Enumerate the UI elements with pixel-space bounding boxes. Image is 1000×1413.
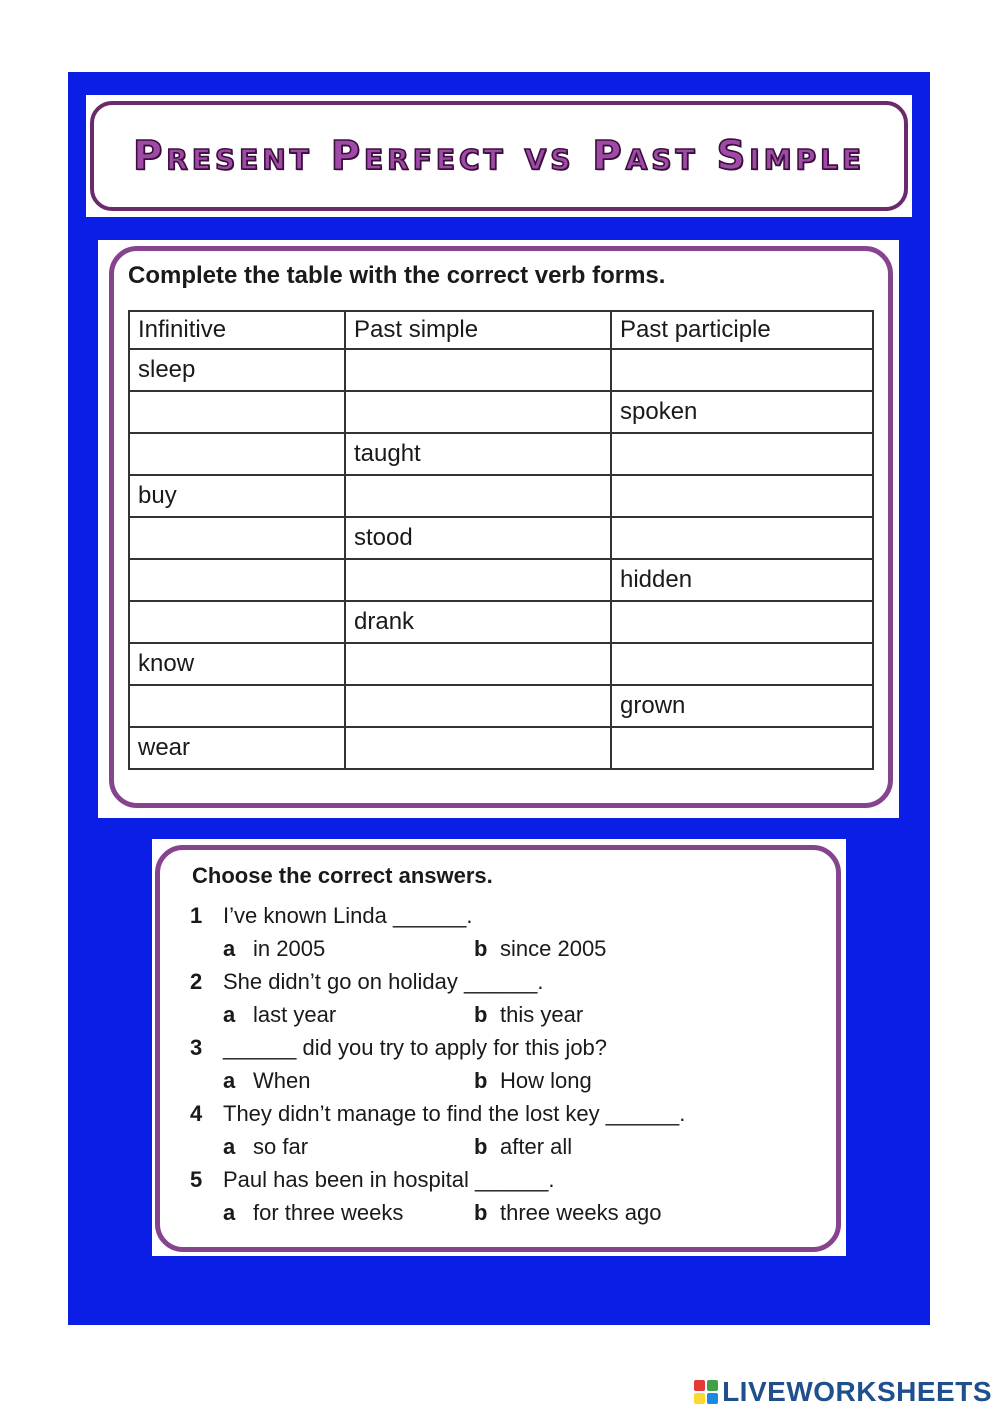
option-b[interactable]: this year [500,1002,584,1027]
answer-cell[interactable] [345,643,611,685]
option-a[interactable]: so far [253,1134,309,1159]
option-a-letter: a [223,1002,236,1027]
question-text: Paul has been in hospital ______. [223,1167,555,1192]
answer-options [190,1002,810,1035]
question-number: 1 [190,903,203,928]
cell-past-participle: grown [611,685,873,727]
option-b[interactable]: How long [500,1068,592,1093]
answer-cell[interactable] [345,727,611,769]
cell-infinitive: wear [129,727,345,769]
answer-cell[interactable] [129,601,345,643]
option-b-letter: b [474,1002,488,1027]
logo-square [707,1393,718,1404]
table-row [129,643,873,685]
answer-options [190,1200,810,1233]
logo-square [694,1380,705,1391]
table-header-row [129,311,873,349]
title-frame [90,101,908,211]
answer-options [190,936,810,969]
cell-past-participle: hidden [611,559,873,601]
header-past-simple: Past simple [345,311,611,349]
title-card [86,95,912,217]
answer-cell[interactable] [611,601,873,643]
verb-table-card [98,240,899,818]
logo-squares-icon [694,1380,718,1404]
option-a[interactable]: in 2005 [253,936,326,961]
table-instruction: Complete the table with the correct verb forms. [128,262,666,289]
table-row [129,601,873,643]
option-b[interactable]: three weeks ago [500,1200,662,1225]
question-item [190,1101,810,1134]
answer-cell[interactable] [345,391,611,433]
table-row [129,559,873,601]
question-item [190,1167,810,1200]
answer-cell[interactable] [129,685,345,727]
answer-cell[interactable] [611,517,873,559]
table-row [129,685,873,727]
answer-cell[interactable] [611,643,873,685]
header-past-participle: Past participle [611,311,873,349]
question-text: She didn’t go on holiday ______. [223,969,544,994]
answer-options [190,1068,810,1101]
cell-past-simple: taught [345,433,611,475]
header-infinitive: Infinitive [129,311,345,349]
logo-square [694,1393,705,1404]
question-item [190,969,810,1002]
answer-cell[interactable] [345,559,611,601]
answer-cell[interactable] [129,559,345,601]
answer-cell[interactable] [611,433,873,475]
table-row [129,391,873,433]
question-list [190,903,810,1233]
question-item [190,903,810,936]
answer-cell[interactable] [129,433,345,475]
option-a[interactable]: for three weeks [253,1200,404,1225]
table-row [129,349,873,391]
option-b-letter: b [474,1200,488,1225]
table-row [129,475,873,517]
cell-infinitive: buy [129,475,345,517]
option-a-letter: a [223,1200,236,1225]
option-a-letter: a [223,936,236,961]
question-text: ______ did you try to apply for this job? [223,1035,608,1060]
answer-options [190,1134,810,1167]
table-row [129,517,873,559]
cell-past-participle: spoken [611,391,873,433]
question-number: 5 [190,1167,203,1192]
option-b[interactable]: after all [500,1134,573,1159]
option-b-letter: b [474,1068,488,1093]
question-text: I’ve known Linda ______. [223,903,473,928]
answer-cell[interactable] [611,475,873,517]
option-b[interactable]: since 2005 [500,936,607,961]
question-number: 4 [190,1101,203,1126]
quiz-instruction: Choose the correct answers. [192,863,493,888]
answer-cell[interactable] [611,349,873,391]
cell-past-simple: drank [345,601,611,643]
option-a[interactable]: last year [253,1002,337,1027]
table-row [129,727,873,769]
cell-infinitive: know [129,643,345,685]
question-number: 3 [190,1035,203,1060]
question-number: 2 [190,969,203,994]
answer-cell[interactable] [345,685,611,727]
answer-cell[interactable] [611,727,873,769]
page-title: Present Perfect vs Past Simple [132,133,866,179]
answer-cell[interactable] [345,475,611,517]
option-a-letter: a [223,1134,236,1159]
table-row [129,433,873,475]
option-b-letter: b [474,936,488,961]
answer-cell[interactable] [129,517,345,559]
question-item [190,1035,810,1068]
liveworksheets-logo[interactable] [694,1375,992,1409]
verb-forms-table [128,310,874,770]
cell-past-simple: stood [345,517,611,559]
logo-text: LIVEWORKSHEETS [722,1376,992,1407]
answer-cell[interactable] [345,349,611,391]
question-text: They didn’t manage to find the lost key ______. [223,1101,686,1126]
option-b-letter: b [474,1134,488,1159]
option-a[interactable]: When [253,1068,311,1093]
option-a-letter: a [223,1068,236,1093]
cell-infinitive: sleep [129,349,345,391]
quiz-card [152,839,846,1256]
logo-square [707,1380,718,1391]
answer-cell[interactable] [129,391,345,433]
